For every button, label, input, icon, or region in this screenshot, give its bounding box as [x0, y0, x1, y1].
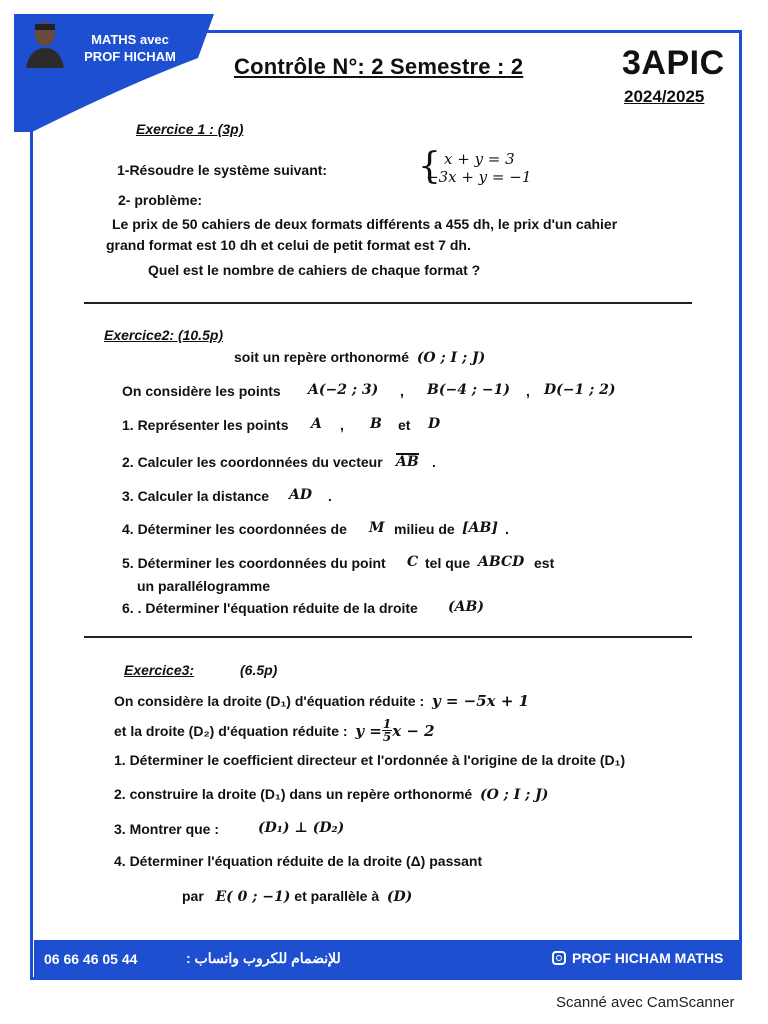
ex2-q5-tel: tel que [425, 555, 471, 571]
ex2-title: Exercice2: (10.5p) [104, 327, 224, 343]
school-year: 2024/2025 [624, 87, 705, 106]
ex2-q5: 5. Déterminer les coordonnées du point [122, 555, 386, 571]
instagram-icon [552, 951, 566, 965]
exam-title: Contrôle N°: 2 Semestre : 2 [234, 54, 524, 79]
ex3-q3: 3. Montrer que : [114, 821, 220, 837]
ex2-q4: 4. Déterminer les coordonnées de [122, 521, 347, 537]
ex1-q1: 1-Résoudre le système suivant: [117, 162, 328, 178]
segment-ab: [AB] [462, 520, 498, 536]
class-level: 3APIC [622, 44, 725, 82]
point-d: D(−1 ; 2) [544, 382, 616, 398]
instagram-name: PROF HICHAM MATHS [572, 950, 724, 966]
ex1-q2: 2- problème: [118, 192, 203, 208]
ex3-line-1: On considère la droite (D₁) d'équation réduite : y = −5x + 1 [114, 692, 530, 710]
point-b: B(−4 ; −1) [427, 382, 510, 398]
ex2-q2: 2. Calculer les coordonnées du vecteur [122, 454, 383, 470]
perpendicular-relation: (D₁) ⊥ (D₂) [258, 820, 345, 836]
ex2-q4-mid: milieu de [394, 521, 455, 537]
whatsapp-invite: للإنضمام للكروب واتساب : [186, 950, 341, 966]
problem-line-1: Le prix de 50 cahiers de deux formats différents a 455 dh, le prix d'un cahier [112, 216, 618, 232]
ex3-line-2: et la droite (D₂) d'équation réduite : y = $\frac{1}{5}$ x − 2 [114, 717, 435, 744]
comma-2: , [526, 383, 530, 399]
separator-1 [84, 302, 692, 304]
ex3-q2: 2. construire la droite (D₁) dans un repère orthonormé (O ; I ; J) [114, 786, 549, 803]
ex2-q4-dot: . [505, 521, 509, 537]
logo-line1: MATHS avec [91, 32, 169, 47]
problem-line-3: Quel est le nombre de cahiers de chaque format ? [148, 262, 481, 278]
fraction-one-fifth: $\frac{1}{5}$ [382, 717, 392, 744]
logo-text [70, 31, 190, 65]
instagram-handle [552, 950, 723, 966]
logo-line2: PROF HICHAM [84, 49, 176, 64]
ex2-q1-et: et [398, 417, 411, 433]
ex2-q1-d: D [428, 416, 441, 432]
equation-1: x + y = 3 [444, 150, 515, 168]
ex3-q4: 4. Déterminer l'équation réduite de la droite (Δ) passant [114, 853, 483, 869]
line-ab: (AB) [448, 599, 484, 615]
ex2-q3-dot: . [328, 488, 332, 504]
system-brace: { [418, 146, 441, 187]
ex3-q4-line2: par E( 0 ; −1) et parallèle à (D) [182, 888, 413, 905]
separator-2 [84, 636, 692, 638]
ex2-frame-line: soit un repère orthonormé (O ; I ; J) [234, 349, 486, 366]
quad-abcd: ABCD [478, 554, 525, 570]
ex1-title: Exercice 1 : (3p) [136, 121, 244, 137]
ex2-q1-a: A [311, 416, 322, 432]
point-m: M [369, 520, 385, 536]
ex2-q2-dot: . [432, 454, 436, 470]
problem-line-2: grand format est 10 dh et celui de petit format est 7 dh. [106, 237, 471, 253]
teacher-avatar [22, 18, 68, 68]
scan-watermark: Scanné avec CamScanner [556, 994, 735, 1011]
ex2-q1-comma: , [340, 417, 344, 433]
ex2-q6: 6. . Déterminer l'équation réduite de la droite [122, 600, 418, 616]
phone-number: 06 66 46 05 44 [44, 951, 138, 967]
point-a: A(−2 ; 3) [308, 382, 379, 398]
equation-system [418, 146, 532, 187]
ex2-points-line: On considère les points [122, 383, 281, 399]
ex2-q5-est: est [534, 555, 555, 571]
ex2-q5-line2: un parallélogramme [137, 578, 271, 594]
ex3-title: Exercice3: [124, 662, 195, 678]
ex3-points: (6.5p) [240, 662, 278, 678]
ex3-q1: 1. Déterminer le coefficient directeur et l'ordonnée à l'origine de la droite (D₁) [114, 752, 626, 768]
comma-1: , [400, 383, 404, 399]
vector-ab: AB [396, 454, 419, 470]
equation-2: −3x + y = −1 [426, 168, 532, 186]
footer-bar [34, 940, 740, 978]
ex2-q1-b: B [370, 416, 382, 432]
point-c: C [407, 554, 419, 570]
ex2-q1: 1. Représenter les points [122, 417, 289, 433]
ex2-q3: 3. Calculer la distance [122, 488, 270, 504]
distance-ad: AD [289, 487, 313, 503]
